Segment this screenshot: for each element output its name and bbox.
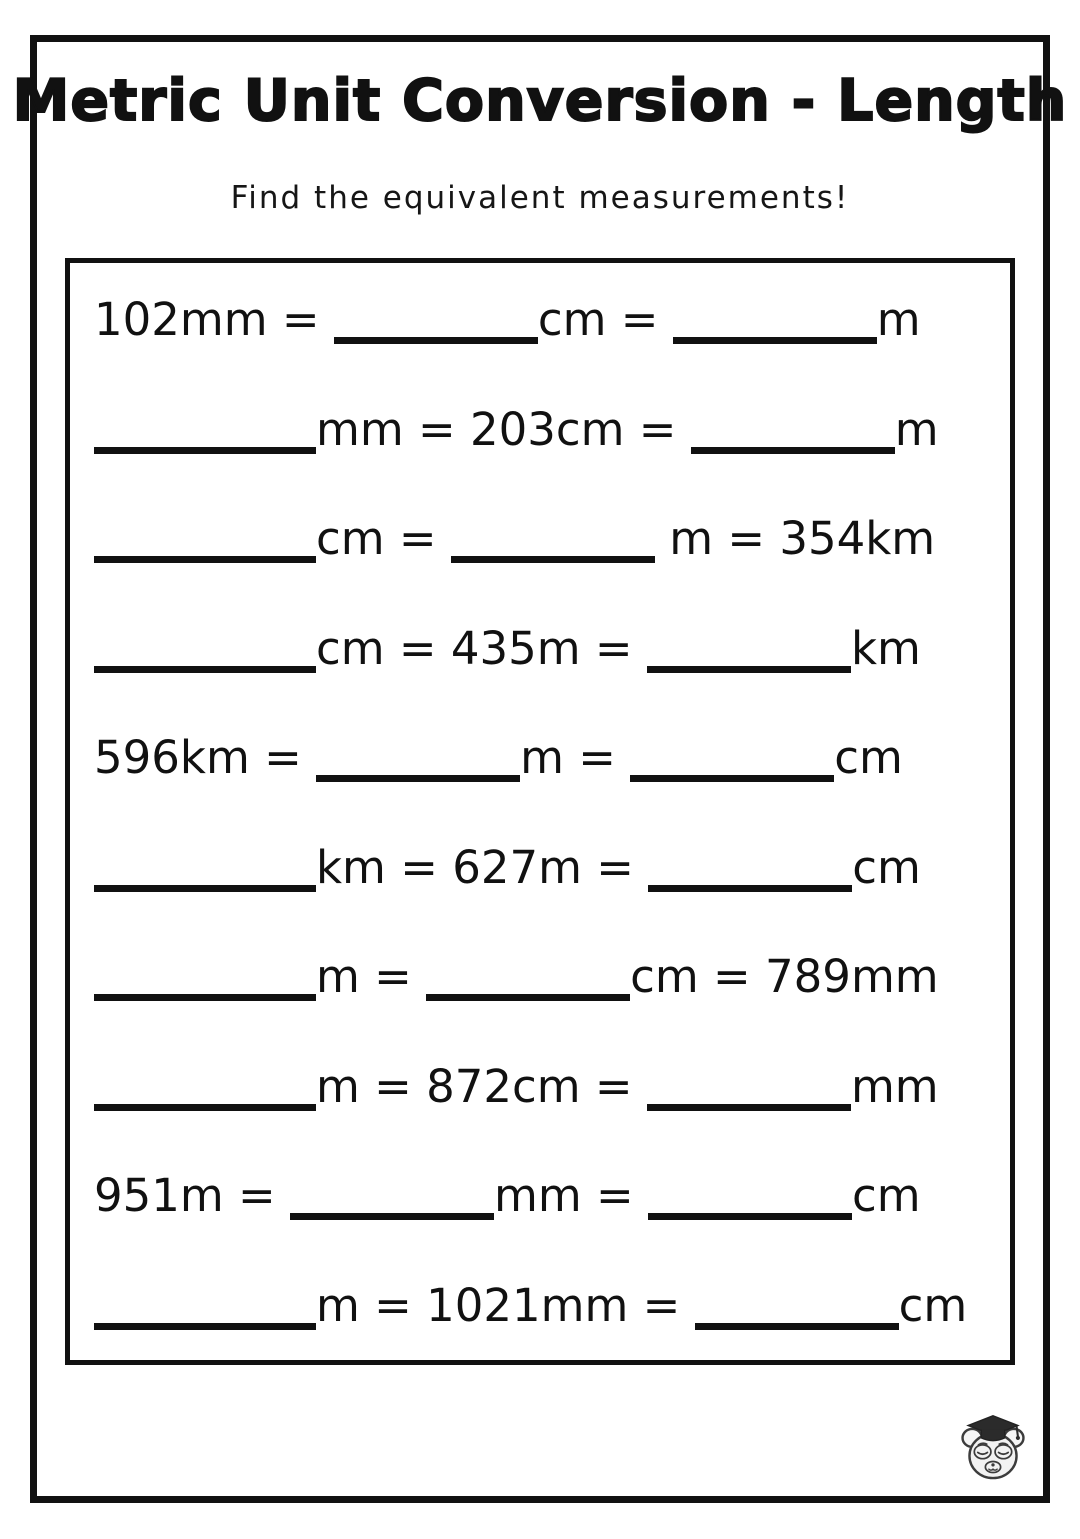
problems-box — [65, 258, 1015, 1365]
page-subtitle: Find the equivalent measurements! — [230, 180, 850, 216]
problem-text: cm — [834, 731, 903, 784]
answer-blank[interactable] — [94, 954, 316, 1001]
problem-row-2 — [94, 375, 986, 485]
problem-text: m = 354km — [654, 512, 936, 565]
answer-blank[interactable] — [316, 735, 520, 782]
answer-blank[interactable] — [647, 1064, 851, 1111]
problem-text: cm = — [316, 512, 451, 565]
answer-blank[interactable] — [94, 1064, 316, 1111]
answer-blank[interactable] — [630, 735, 834, 782]
problem-row-8 — [94, 1032, 986, 1142]
problem-text: 102mm = — [94, 293, 334, 346]
problem-text: cm — [898, 1278, 968, 1332]
problem-text: cm = 789mm — [630, 950, 939, 1003]
answer-blank[interactable] — [94, 407, 316, 454]
problem-row-5 — [94, 703, 986, 813]
answer-blank[interactable] — [94, 845, 316, 892]
answer-blank[interactable] — [334, 297, 538, 344]
answer-blank[interactable] — [691, 407, 895, 454]
problem-text: mm = — [494, 1169, 649, 1222]
problem-text: m = 872cm = — [316, 1059, 647, 1113]
answer-blank[interactable] — [290, 1173, 494, 1220]
problem-text: mm — [850, 1059, 939, 1113]
answer-blank[interactable] — [695, 1283, 899, 1330]
problem-text: cm — [852, 840, 921, 894]
problem-text: m = — [316, 950, 427, 1003]
problem-text: km — [850, 621, 921, 675]
problem-text: m = 1021mm = — [316, 1278, 695, 1332]
answer-blank[interactable] — [426, 954, 630, 1001]
problem-text: cm — [852, 1169, 921, 1222]
problem-row-4 — [94, 594, 986, 704]
problem-text: m — [894, 402, 939, 456]
problem-text: m = — [520, 731, 631, 784]
problem-text: mm = 203cm = — [316, 402, 691, 456]
problem-row-6 — [94, 813, 986, 923]
panda-graduate-logo-icon — [958, 1413, 1028, 1485]
problem-row-10 — [94, 1251, 986, 1361]
problem-text: cm = 435m = — [316, 621, 647, 675]
answer-blank[interactable] — [673, 297, 877, 344]
answer-blank[interactable] — [647, 626, 851, 673]
problem-text: km = 627m = — [316, 840, 649, 894]
problem-text: m — [876, 293, 921, 346]
problem-text: 951m = — [94, 1169, 291, 1222]
problem-row-1 — [94, 265, 986, 375]
answer-blank[interactable] — [648, 1173, 852, 1220]
page-title: Metric Unit Conversion - Length — [12, 68, 1068, 134]
problem-text: 596km = — [94, 731, 317, 784]
answer-blank[interactable] — [648, 845, 852, 892]
problem-row-9 — [94, 1141, 986, 1251]
answer-blank[interactable] — [94, 516, 316, 563]
problem-row-3 — [94, 484, 986, 594]
problem-text: cm = — [537, 293, 673, 346]
answer-blank[interactable] — [94, 1283, 316, 1330]
problem-row-7 — [94, 922, 986, 1032]
answer-blank[interactable] — [451, 516, 655, 563]
answer-blank[interactable] — [94, 626, 316, 673]
